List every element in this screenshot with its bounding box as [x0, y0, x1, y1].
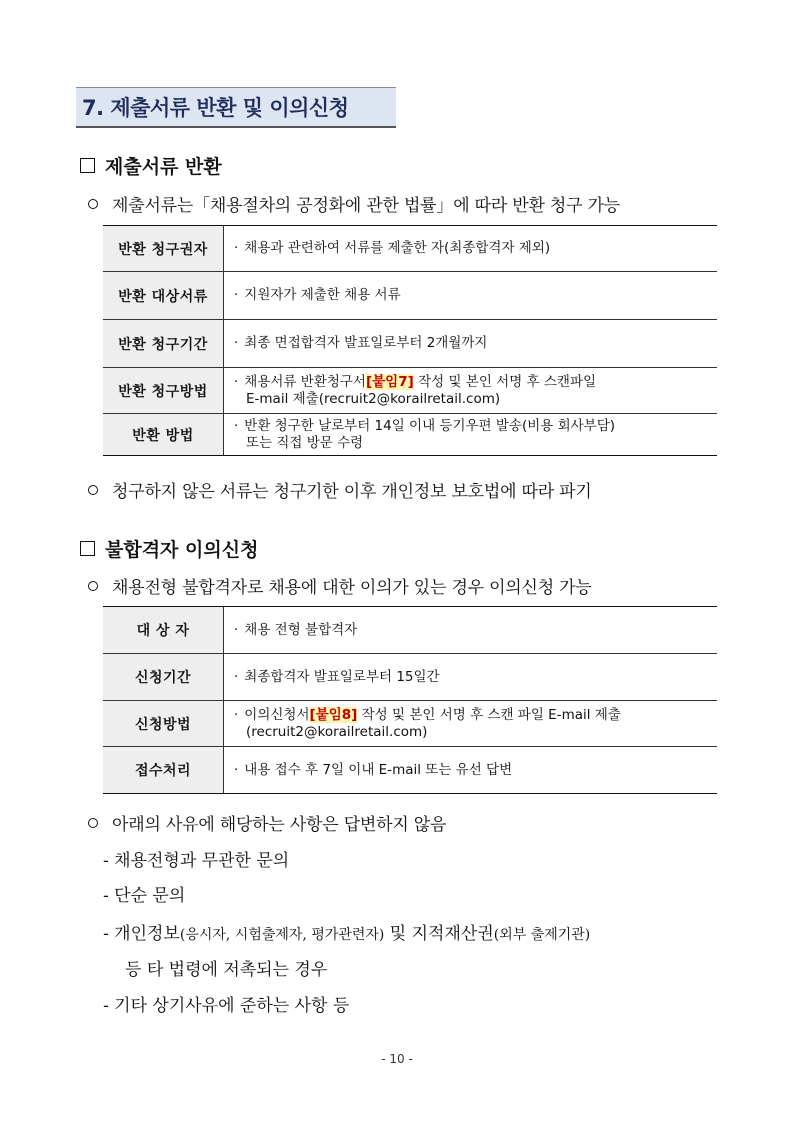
appeal-bullet-1-text: 채용전형 불합격자로 채용에 대한 이의가 있는 경우 이의신청 가능 [112, 578, 592, 598]
table-row [103, 701, 717, 747]
attachment-ref: [붙임8] [309, 706, 358, 723]
row-value: · 최종합격자 발표일로부터 15일간 [224, 654, 718, 701]
circle-bullet-icon [88, 581, 98, 591]
table-row [103, 607, 717, 654]
appeal-bullet-1 [88, 573, 592, 598]
checkbox-square-icon [80, 158, 95, 173]
return-docs-bullet-2-text: 청구하지 않은 서류는 청구기한 이후 개인정보 보호법에 따라 파기 [112, 482, 592, 502]
row-label: 접수처리 [103, 747, 224, 794]
table-row [103, 368, 717, 414]
row-label: 반환 청구권자 [103, 226, 224, 272]
row-value: · 채용 전형 불합격자 [224, 607, 718, 654]
row-label: 반환 방법 [103, 414, 224, 456]
dash-item: - 기타 상기사유에 준하는 사항 등 [103, 996, 350, 1016]
row-value: · 이의신청서[붙임8] 작성 및 본인 서명 후 스캔 파일 E-mail 제출 (recruit2@korailretail.com) [224, 701, 718, 747]
row-label: 신청방법 [103, 701, 224, 747]
table-row [103, 414, 717, 456]
appeal-table [103, 606, 717, 794]
row-label: 신청기간 [103, 654, 224, 701]
dash-item: - 개인정보(응시자, 시험출제자, 평가관련자) 및 지적재산권(외부 출제기관) [103, 924, 591, 944]
section-title: 7. 제출서류 반환 및 이의신청 [76, 87, 396, 128]
return-docs-bullet-1 [88, 191, 620, 216]
table-row [103, 272, 717, 320]
dash-item-continuation: 등 타 법령에 저촉되는 경우 [125, 960, 328, 980]
dash-item: - 단순 문의 [103, 886, 186, 906]
table-row [103, 226, 717, 272]
attachment-ref: [붙임7] [365, 373, 414, 390]
return-docs-heading [80, 152, 222, 179]
appeal-heading-text: 불합격자 이의신청 [105, 539, 259, 561]
page-number: - 10 - [381, 1052, 413, 1066]
return-docs-heading-text: 제출서류 반환 [105, 156, 222, 178]
circle-bullet-icon [88, 485, 98, 495]
return-docs-table [103, 225, 717, 456]
row-value: · 채용서류 반환청구서[붙임7] 작성 및 본인 서명 후 스캔파일 E-mail 제출(recruit2@korailretail.com) [224, 368, 718, 414]
appeal-heading [80, 535, 258, 562]
row-label: 반환 청구기간 [103, 320, 224, 368]
circle-bullet-icon [88, 199, 98, 209]
table-row [103, 747, 717, 794]
appeal-bullet-2-text: 아래의 사유에 해당하는 사항은 답변하지 않음 [112, 815, 447, 835]
row-value: · 반환 청구한 날로부터 14일 이내 등기우편 발송(비용 회사부담) 또는 직접 방문 수령 [224, 414, 718, 456]
table-row [103, 654, 717, 701]
row-value: · 내용 접수 후 7일 이내 E-mail 또는 유선 답변 [224, 747, 718, 794]
circle-bullet-icon [88, 818, 98, 828]
row-label: 반환 대상서류 [103, 272, 224, 320]
dash-item: - 채용전형과 무관한 문의 [103, 851, 290, 871]
table-row [103, 320, 717, 368]
return-docs-bullet-1-text: 제출서류는「채용절차의 공정화에 관한 법률」에 따라 반환 청구 가능 [112, 196, 621, 216]
row-value: · 지원자가 제출한 채용 서류 [224, 272, 718, 320]
row-label: 대 상 자 [103, 607, 224, 654]
appeal-bullet-2 [88, 810, 446, 835]
return-docs-bullet-2 [88, 477, 592, 502]
row-value: · 채용과 관련하여 서류를 제출한 자(최종합격자 제외) [224, 226, 718, 272]
row-value: · 최종 면접합격자 발표일로부터 2개월까지 [224, 320, 718, 368]
row-label: 반환 청구방법 [103, 368, 224, 414]
checkbox-square-icon [80, 541, 95, 556]
